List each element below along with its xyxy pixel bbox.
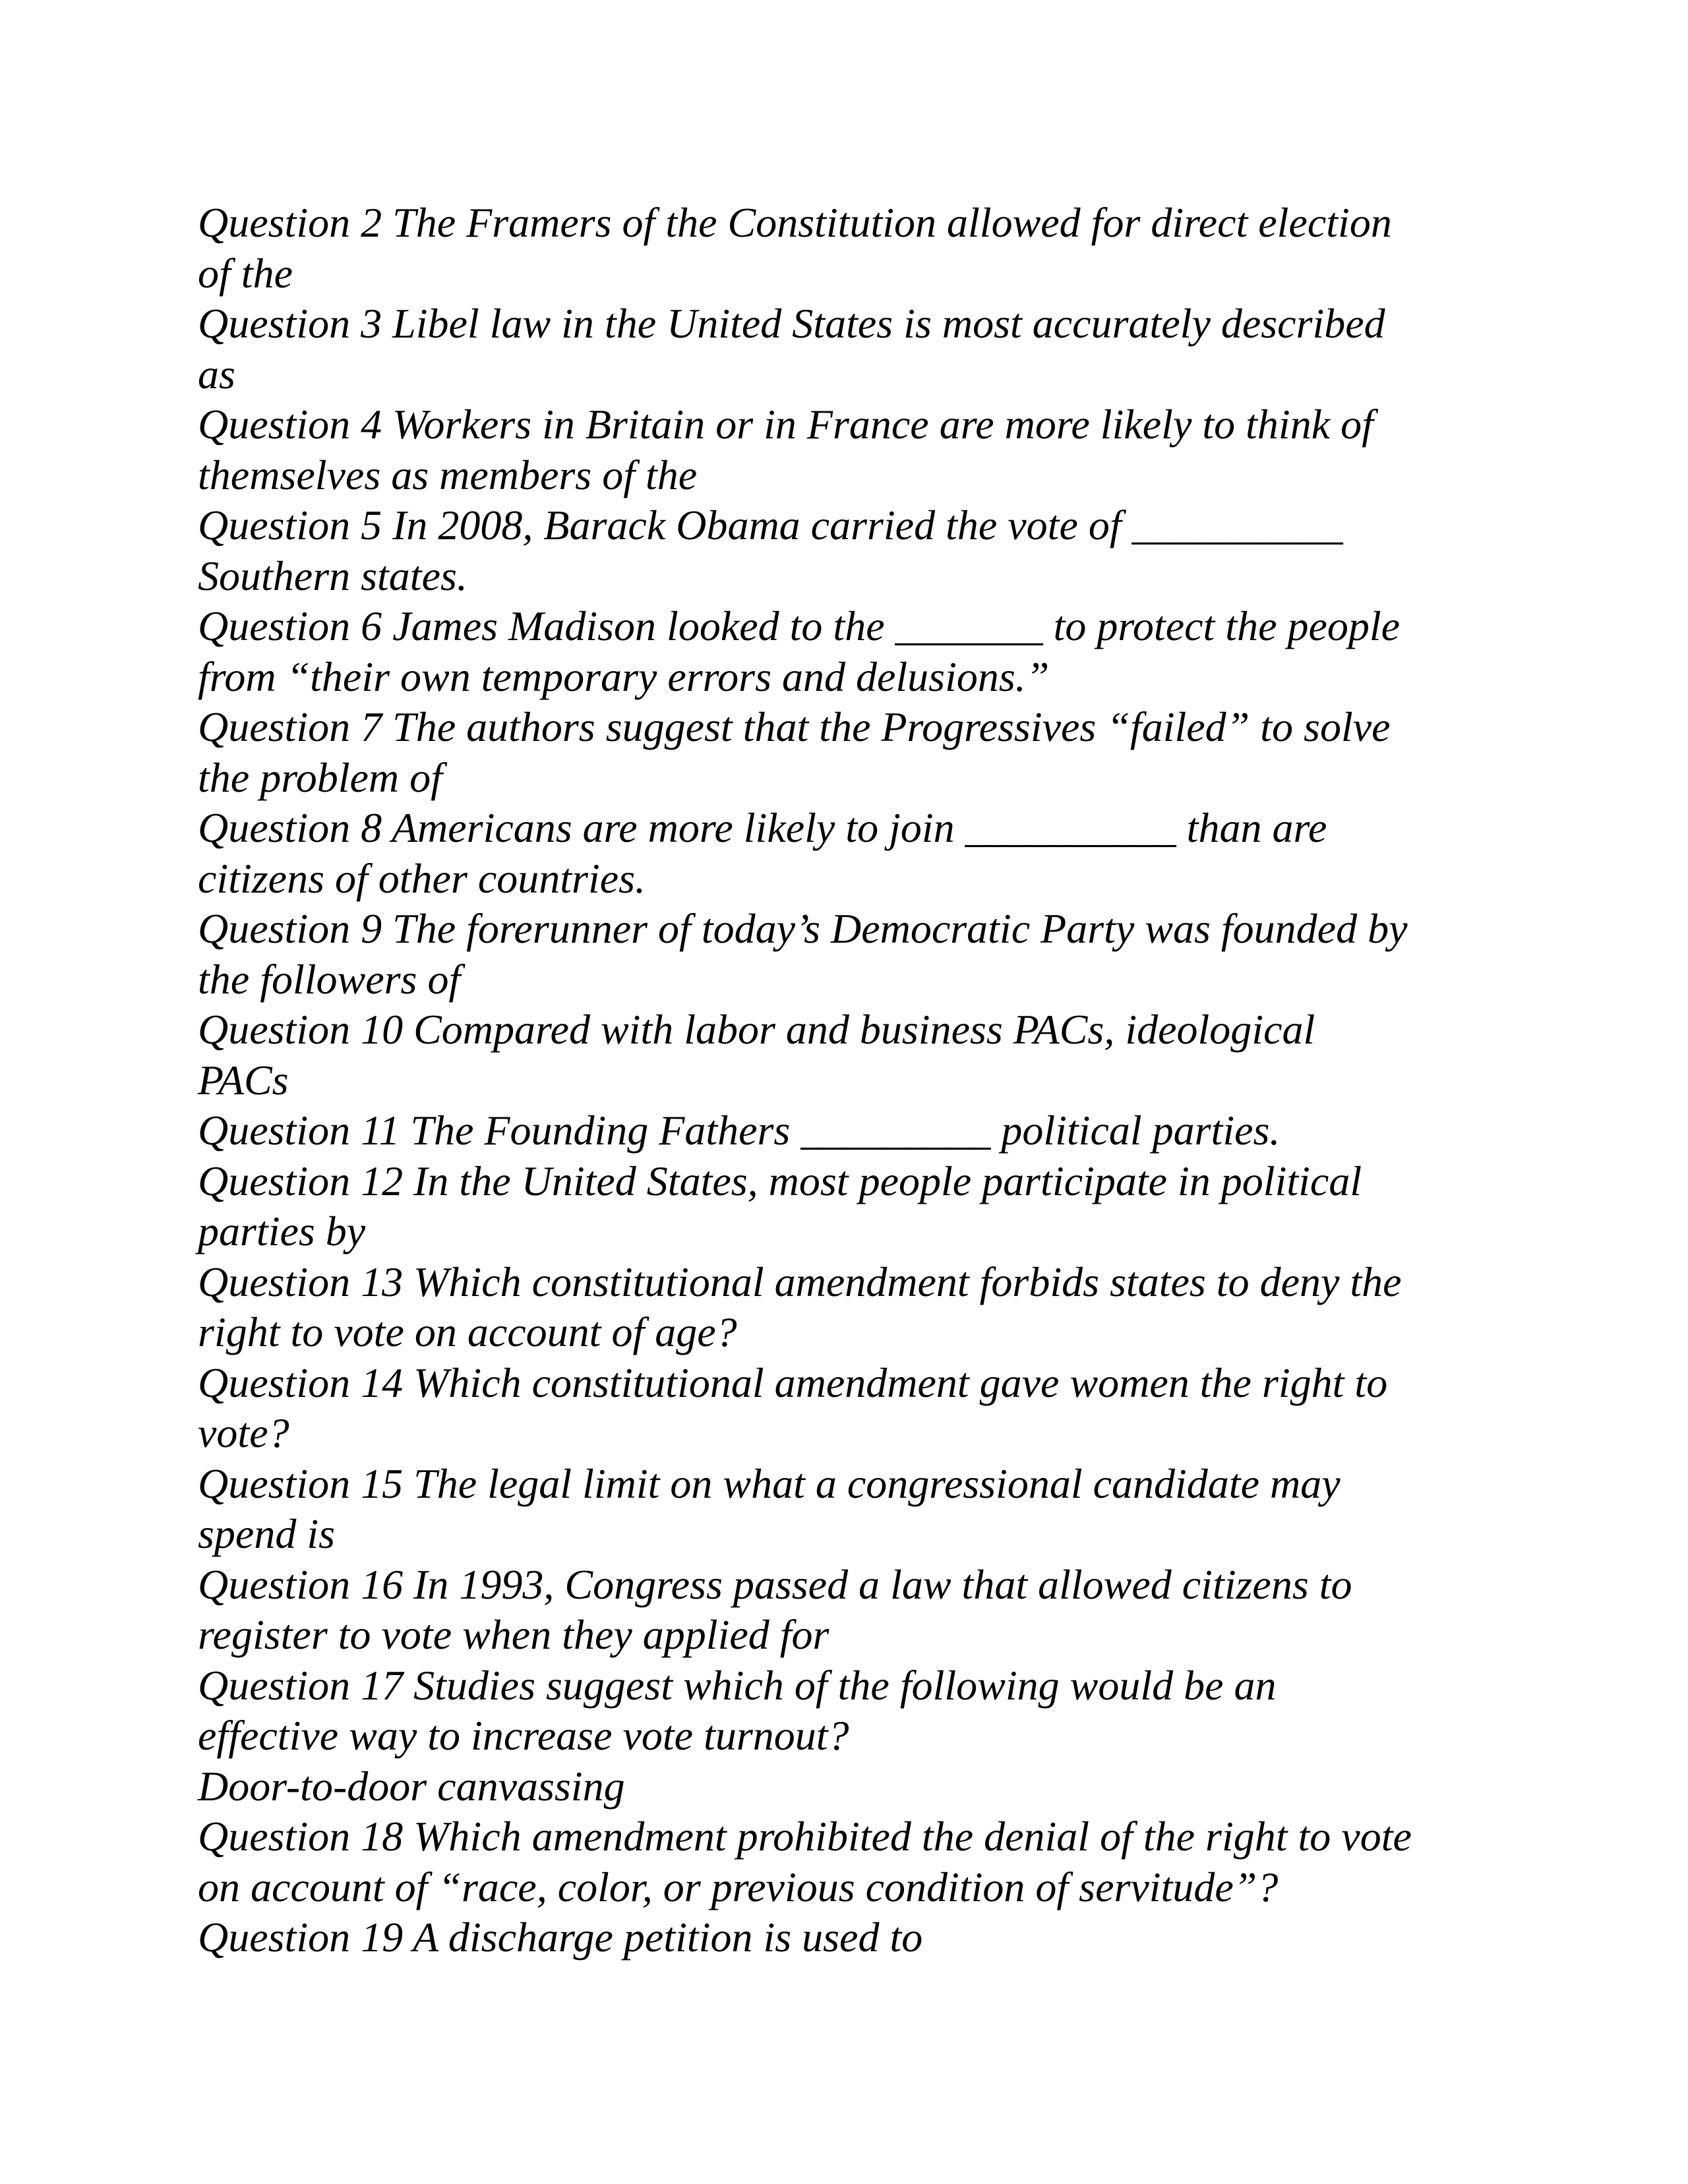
text-line: Question 12 In the United States, most people participate in political: [198, 1157, 1362, 1204]
text-line: effective way to increase vote turnout?: [198, 1712, 849, 1759]
text-line: citizens of other countries.: [198, 854, 646, 902]
text-line: Question 6 James Madison looked to the _______ to protect the people: [198, 603, 1401, 649]
text-line: Question 8 Americans are more likely to join __________ than are: [198, 804, 1327, 851]
text-line: as: [198, 350, 235, 398]
text-line: Question 7 The authors suggest that the Progressives “failed” to solve: [198, 703, 1391, 750]
text-line: Question 9 The forerunner of today’s Democratic Party was founded by: [198, 905, 1408, 952]
text-line: Question 10 Compared with labor and business PACs, ideological: [198, 1006, 1315, 1053]
text-line: spend is: [198, 1510, 335, 1557]
text-line: Question 19 A discharge petition is used to: [198, 1914, 923, 1961]
text-line: Question 2 The Framers of the Constitution allowed for direct election: [198, 199, 1392, 246]
text-line: Question 11 The Founding Fathers _________ political parties.: [198, 1107, 1281, 1154]
text-line: Southern states.: [198, 552, 467, 599]
text-line: from “their own temporary errors and delusions.”: [198, 653, 1050, 700]
text-line: right to vote on account of age?: [198, 1309, 737, 1355]
text-line: Question 4 Workers in Britain or in France are more likely to think of: [198, 401, 1373, 448]
text-line: Question 5 In 2008, Barack Obama carried the vote of __________: [198, 502, 1343, 548]
text-line: of the: [198, 249, 293, 297]
text-line: Question 13 Which constitutional amendment forbids states to deny the: [198, 1258, 1402, 1305]
text-line: parties by: [198, 1208, 366, 1254]
text-line: the problem of: [198, 753, 442, 801]
text-line: themselves as members of the: [198, 451, 698, 498]
text-line: Door-to-door canvassing: [198, 1762, 625, 1810]
text-line: on account of “race, color, or previous condition of servitude”?: [198, 1863, 1279, 1910]
text-line: Question 14 Which constitutional amendment gave women the right to: [198, 1359, 1388, 1406]
text-line: PACs: [198, 1056, 289, 1104]
text-line: Question 16 In 1993, Congress passed a law that allowed citizens to: [198, 1560, 1352, 1608]
text-line: Question 17 Studies suggest which of the following would be an: [198, 1661, 1277, 1709]
text-line: register to vote when they applied for: [198, 1611, 829, 1658]
text-line: the followers of: [198, 955, 461, 1003]
text-line: Question 3 Libel law in the United States is most accurately described: [198, 300, 1385, 347]
text-line: Question 18 Which amendment prohibited the denial of the right to vote: [198, 1813, 1412, 1860]
text-line: vote?: [198, 1409, 289, 1456]
question-list: [198, 198, 1490, 1963]
text-line: Question 15 The legal limit on what a congressional candidate may: [198, 1460, 1341, 1507]
